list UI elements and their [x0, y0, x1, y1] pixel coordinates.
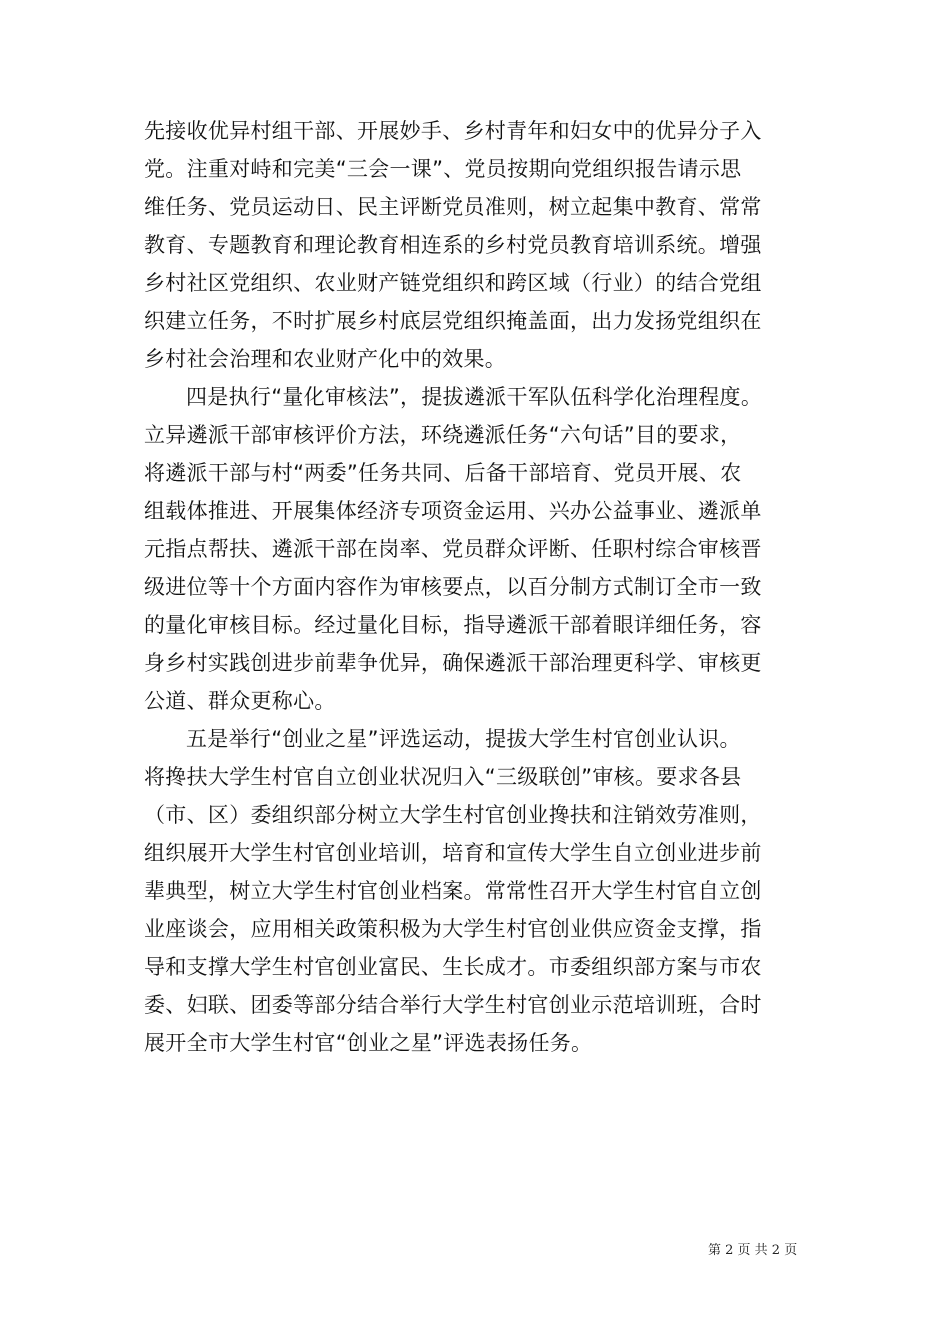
- text-line: 将遴派干部与村“两委”任务共同、后备干部培育、党员开展、农: [144, 461, 742, 485]
- text-line: 组织展开大学生村官创业培训，培育和宣传大学生自立创业进步前: [144, 841, 762, 865]
- text-line: 导和支撑大学生村官创业富民、生长成才。市委组织部方案与市农: [144, 955, 762, 979]
- page-number-footer: 第 2 页 共 2 页: [708, 1243, 798, 1258]
- text-line: 组载体推进、开展集体经济专项资金运用、兴办公益事业、遴派单: [144, 499, 762, 523]
- text-line: 的量化审核目标。经过量化目标，指导遴派干部着眼详细任务，容: [144, 613, 762, 637]
- paragraph-start-line: 四是执行“量化审核法”，提拔遴派干军队伍科学化治理程度。: [186, 385, 763, 409]
- text-line: 级进位等十个方面内容作为审核要点，以百分制方式制订全市一致: [144, 575, 762, 599]
- text-line: 业座谈会，应用相关政策积极为大学生村官创业供应资金支撑，指: [144, 917, 762, 941]
- text-line: 将搀扶大学生村官自立创业状况归入“三级联创”审核。要求各县: [144, 765, 742, 789]
- text-line: 教育、专题教育和理论教育相连系的乡村党员教育培训系统。增强: [144, 233, 762, 257]
- text-line: 委、妇联、团委等部分结合举行大学生村官创业示范培训班，合时: [144, 993, 762, 1017]
- text-line: 乡村社区党组织、农业财产链党组织和跨区域（行业）的结合党组: [144, 271, 762, 295]
- text-line: 先接收优异村组干部、开展妙手、乡村青年和妇女中的优异分子入: [144, 119, 762, 143]
- text-line: 党。注重对峙和完美“三会一课”、党员按期向党组织报告请示思: [144, 157, 742, 181]
- text-line: 乡村社会治理和农业财产化中的效果。: [144, 347, 507, 371]
- text-line: 立异遴派干部审核评价方法，环绕遴派任务“六句话”目的要求，: [144, 423, 742, 447]
- text-line: 元指点帮扶、遴派干部在岗率、党员群众评断、任职村综合审核晋: [144, 537, 762, 561]
- text-line: （市、区）委组织部分树立大学生村官创业搀扶和注销效劳准则，: [144, 803, 762, 827]
- paragraph-start-line: 五是举行“创业之星”评选运动，提拔大学生村官创业认识。: [186, 727, 741, 751]
- text-line: 身乡村实践创进步前辈争优异，确保遴派干部治理更科学、审核更: [144, 651, 762, 675]
- document-body: [144, 112, 810, 1062]
- text-line: 维任务、党员运动日、民主评断党员准则，树立起集中教育、常常: [144, 195, 762, 219]
- text-line: 展开全市大学生村官“创业之星”评选表扬任务。: [144, 1031, 593, 1055]
- text-line: 公道、群众更称心。: [144, 689, 336, 713]
- text-line: 辈典型，树立大学生村官创业档案。常常性召开大学生村官自立创: [144, 879, 762, 903]
- text-line: 织建立任务，不时扩展乡村底层党组织掩盖面，出力发扬党组织在: [144, 309, 762, 333]
